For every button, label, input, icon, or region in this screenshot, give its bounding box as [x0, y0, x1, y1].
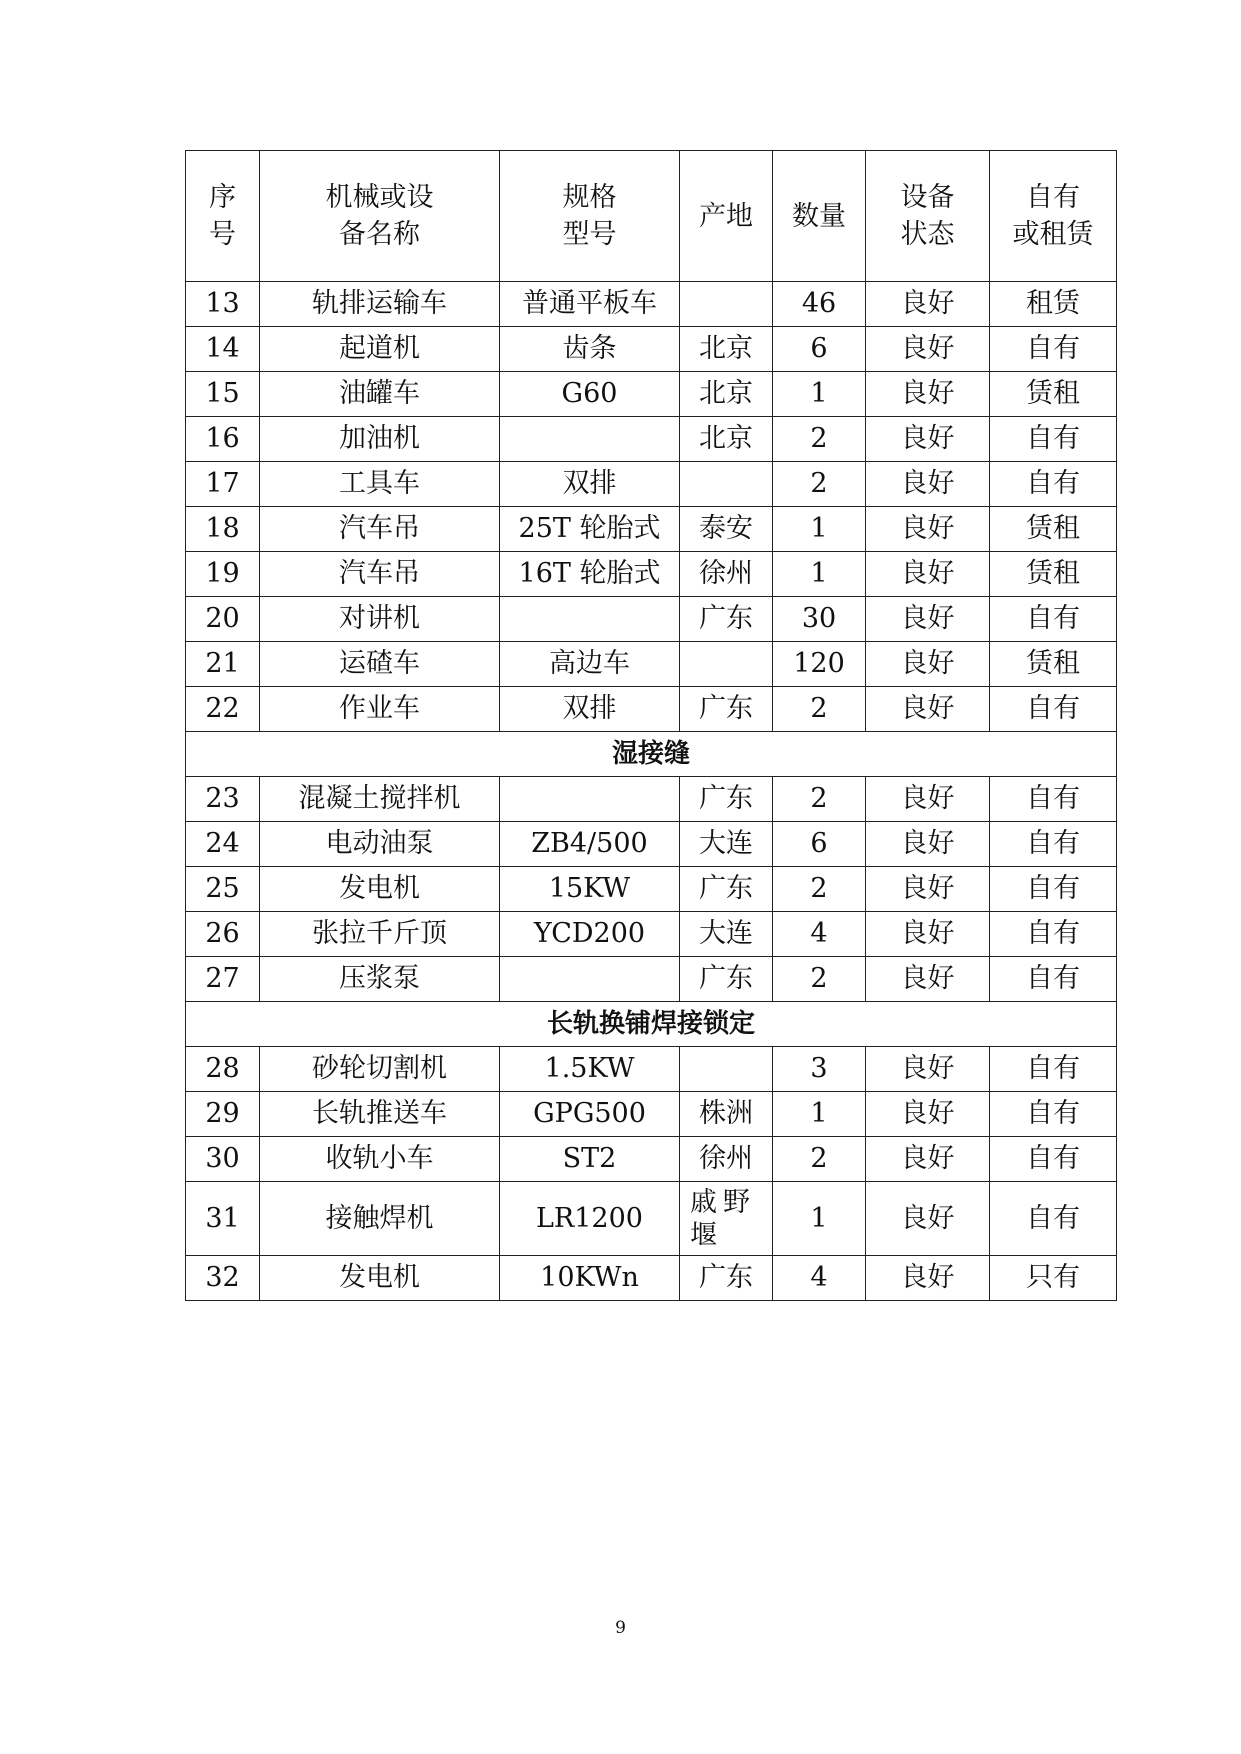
cell-spec: 齿条 [500, 327, 680, 372]
header-origin: 产地 [680, 151, 773, 282]
cell-name: 长轨推送车 [260, 1092, 500, 1137]
section-title: 长轨换铺焊接锁定 [186, 1002, 1117, 1047]
cell-name: 压浆泵 [260, 957, 500, 1002]
cell-origin: 徐州 [680, 552, 773, 597]
cell-qty: 46 [773, 282, 866, 327]
table-row [186, 327, 1117, 372]
cell-index: 31 [186, 1182, 260, 1256]
cell-ownership: 自有 [990, 822, 1117, 867]
table-row [186, 417, 1117, 462]
cell-ownership: 赁租 [990, 552, 1117, 597]
cell-spec: G60 [500, 372, 680, 417]
page-number: 9 [615, 1618, 626, 1638]
table-row [186, 597, 1117, 642]
cell-ownership: 自有 [990, 867, 1117, 912]
cell-ownership: 自有 [990, 417, 1117, 462]
cell-qty: 3 [773, 1047, 866, 1092]
table-row [186, 957, 1117, 1002]
cell-name: 轨排运输车 [260, 282, 500, 327]
cell-status: 良好 [866, 462, 990, 507]
table-row [186, 1137, 1117, 1182]
cell-qty: 2 [773, 957, 866, 1002]
cell-origin: 广东 [680, 777, 773, 822]
cell-spec: 16T 轮胎式 [500, 552, 680, 597]
cell-status: 良好 [866, 912, 990, 957]
table-row [186, 1092, 1117, 1137]
cell-name: 张拉千斤顶 [260, 912, 500, 957]
cell-status: 良好 [866, 957, 990, 1002]
table-row [186, 642, 1117, 687]
cell-status: 良好 [866, 777, 990, 822]
section-header-row [186, 1002, 1117, 1047]
cell-ownership: 自有 [990, 1047, 1117, 1092]
cell-status: 良好 [866, 1137, 990, 1182]
cell-status: 良好 [866, 372, 990, 417]
cell-spec: 25T 轮胎式 [500, 507, 680, 552]
cell-qty: 1 [773, 372, 866, 417]
table-row [186, 1047, 1117, 1092]
cell-spec: YCD200 [500, 912, 680, 957]
cell-origin: 大连 [680, 822, 773, 867]
cell-name: 工具车 [260, 462, 500, 507]
cell-spec: 10KWn [500, 1256, 680, 1301]
cell-name: 发电机 [260, 867, 500, 912]
table-row [186, 507, 1117, 552]
cell-name: 起道机 [260, 327, 500, 372]
table-row [186, 462, 1117, 507]
table-row [186, 687, 1117, 732]
cell-name: 电动油泵 [260, 822, 500, 867]
cell-origin: 北京 [680, 372, 773, 417]
cell-index: 17 [186, 462, 260, 507]
cell-ownership: 赁租 [990, 372, 1117, 417]
cell-name: 发电机 [260, 1256, 500, 1301]
cell-spec [500, 417, 680, 462]
cell-index: 18 [186, 507, 260, 552]
cell-origin [680, 462, 773, 507]
cell-index: 19 [186, 552, 260, 597]
header-name: 机械或设 备名称 [260, 151, 500, 282]
cell-status: 良好 [866, 507, 990, 552]
cell-qty: 2 [773, 777, 866, 822]
cell-status: 良好 [866, 327, 990, 372]
cell-origin: 徐州 [680, 1137, 773, 1182]
cell-index: 26 [186, 912, 260, 957]
cell-qty: 4 [773, 1256, 866, 1301]
cell-spec [500, 957, 680, 1002]
cell-name: 油罐车 [260, 372, 500, 417]
cell-qty: 1 [773, 1182, 866, 1256]
cell-status: 良好 [866, 1256, 990, 1301]
cell-name: 接触焊机 [260, 1182, 500, 1256]
cell-qty: 2 [773, 462, 866, 507]
cell-status: 良好 [866, 642, 990, 687]
cell-spec: 高边车 [500, 642, 680, 687]
cell-index: 16 [186, 417, 260, 462]
header-spec: 规格 型号 [500, 151, 680, 282]
cell-status: 良好 [866, 1182, 990, 1256]
cell-ownership: 自有 [990, 1092, 1117, 1137]
table-row [186, 372, 1117, 417]
cell-origin: 北京 [680, 417, 773, 462]
table-header-row [186, 151, 1117, 282]
equipment-table [185, 150, 1117, 1301]
cell-origin [680, 282, 773, 327]
cell-spec [500, 777, 680, 822]
cell-ownership: 自有 [990, 1182, 1117, 1256]
section-header-row [186, 732, 1117, 777]
cell-ownership: 赁租 [990, 642, 1117, 687]
cell-index: 30 [186, 1137, 260, 1182]
cell-ownership: 自有 [990, 912, 1117, 957]
table-row [186, 867, 1117, 912]
cell-name: 收轨小车 [260, 1137, 500, 1182]
cell-ownership: 自有 [990, 327, 1117, 372]
cell-status: 良好 [866, 417, 990, 462]
cell-ownership: 自有 [990, 597, 1117, 642]
cell-name: 作业车 [260, 687, 500, 732]
cell-name: 混凝土搅拌机 [260, 777, 500, 822]
cell-spec: 普通平板车 [500, 282, 680, 327]
cell-ownership: 自有 [990, 1137, 1117, 1182]
cell-ownership: 自有 [990, 957, 1117, 1002]
cell-qty: 120 [773, 642, 866, 687]
cell-name: 加油机 [260, 417, 500, 462]
header-qty: 数量 [773, 151, 866, 282]
cell-index: 25 [186, 867, 260, 912]
cell-qty: 4 [773, 912, 866, 957]
cell-spec: 15KW [500, 867, 680, 912]
table-row [186, 822, 1117, 867]
cell-spec: 双排 [500, 687, 680, 732]
cell-origin: 戚野堰 [680, 1182, 773, 1256]
cell-qty: 1 [773, 552, 866, 597]
cell-index: 22 [186, 687, 260, 732]
cell-index: 24 [186, 822, 260, 867]
cell-status: 良好 [866, 687, 990, 732]
cell-origin: 广东 [680, 867, 773, 912]
cell-spec: ZB4/500 [500, 822, 680, 867]
table-row [186, 777, 1117, 822]
table-row [186, 1182, 1117, 1256]
cell-spec: ST2 [500, 1137, 680, 1182]
cell-index: 29 [186, 1092, 260, 1137]
table-body [186, 282, 1117, 1301]
cell-spec: GPG500 [500, 1092, 680, 1137]
cell-origin [680, 1047, 773, 1092]
cell-ownership: 赁租 [990, 507, 1117, 552]
section-title: 湿接缝 [186, 732, 1117, 777]
cell-name: 砂轮切割机 [260, 1047, 500, 1092]
cell-origin: 北京 [680, 327, 773, 372]
cell-origin: 泰安 [680, 507, 773, 552]
cell-qty: 30 [773, 597, 866, 642]
cell-index: 23 [186, 777, 260, 822]
cell-origin: 株洲 [680, 1092, 773, 1137]
cell-status: 良好 [866, 867, 990, 912]
cell-origin: 广东 [680, 687, 773, 732]
cell-origin: 广东 [680, 597, 773, 642]
cell-qty: 6 [773, 327, 866, 372]
cell-index: 21 [186, 642, 260, 687]
cell-ownership: 自有 [990, 777, 1117, 822]
cell-status: 良好 [866, 1092, 990, 1137]
cell-name: 汽车吊 [260, 552, 500, 597]
cell-qty: 6 [773, 822, 866, 867]
cell-ownership: 自有 [990, 462, 1117, 507]
cell-ownership: 只有 [990, 1256, 1117, 1301]
cell-index: 20 [186, 597, 260, 642]
cell-index: 14 [186, 327, 260, 372]
header-index: 序 号 [186, 151, 260, 282]
cell-qty: 2 [773, 687, 866, 732]
cell-index: 15 [186, 372, 260, 417]
cell-origin: 大连 [680, 912, 773, 957]
cell-origin: 广东 [680, 1256, 773, 1301]
cell-ownership: 租赁 [990, 282, 1117, 327]
cell-status: 良好 [866, 597, 990, 642]
cell-index: 28 [186, 1047, 260, 1092]
cell-qty: 1 [773, 1092, 866, 1137]
cell-qty: 2 [773, 417, 866, 462]
cell-spec [500, 597, 680, 642]
table-row [186, 552, 1117, 597]
cell-spec: 1.5KW [500, 1047, 680, 1092]
cell-index: 13 [186, 282, 260, 327]
header-status: 设备 状态 [866, 151, 990, 282]
cell-origin: 广东 [680, 957, 773, 1002]
table-row [186, 1256, 1117, 1301]
cell-name: 运碴车 [260, 642, 500, 687]
cell-status: 良好 [866, 822, 990, 867]
cell-qty: 2 [773, 1137, 866, 1182]
cell-ownership: 自有 [990, 687, 1117, 732]
cell-index: 32 [186, 1256, 260, 1301]
cell-status: 良好 [866, 552, 990, 597]
header-ownership: 自有 或租赁 [990, 151, 1117, 282]
cell-origin [680, 642, 773, 687]
table-row [186, 912, 1117, 957]
cell-qty: 2 [773, 867, 866, 912]
table-row [186, 282, 1117, 327]
cell-name: 对讲机 [260, 597, 500, 642]
cell-qty: 1 [773, 507, 866, 552]
cell-spec: 双排 [500, 462, 680, 507]
cell-name: 汽车吊 [260, 507, 500, 552]
cell-index: 27 [186, 957, 260, 1002]
cell-spec: LR1200 [500, 1182, 680, 1256]
cell-status: 良好 [866, 282, 990, 327]
cell-status: 良好 [866, 1047, 990, 1092]
